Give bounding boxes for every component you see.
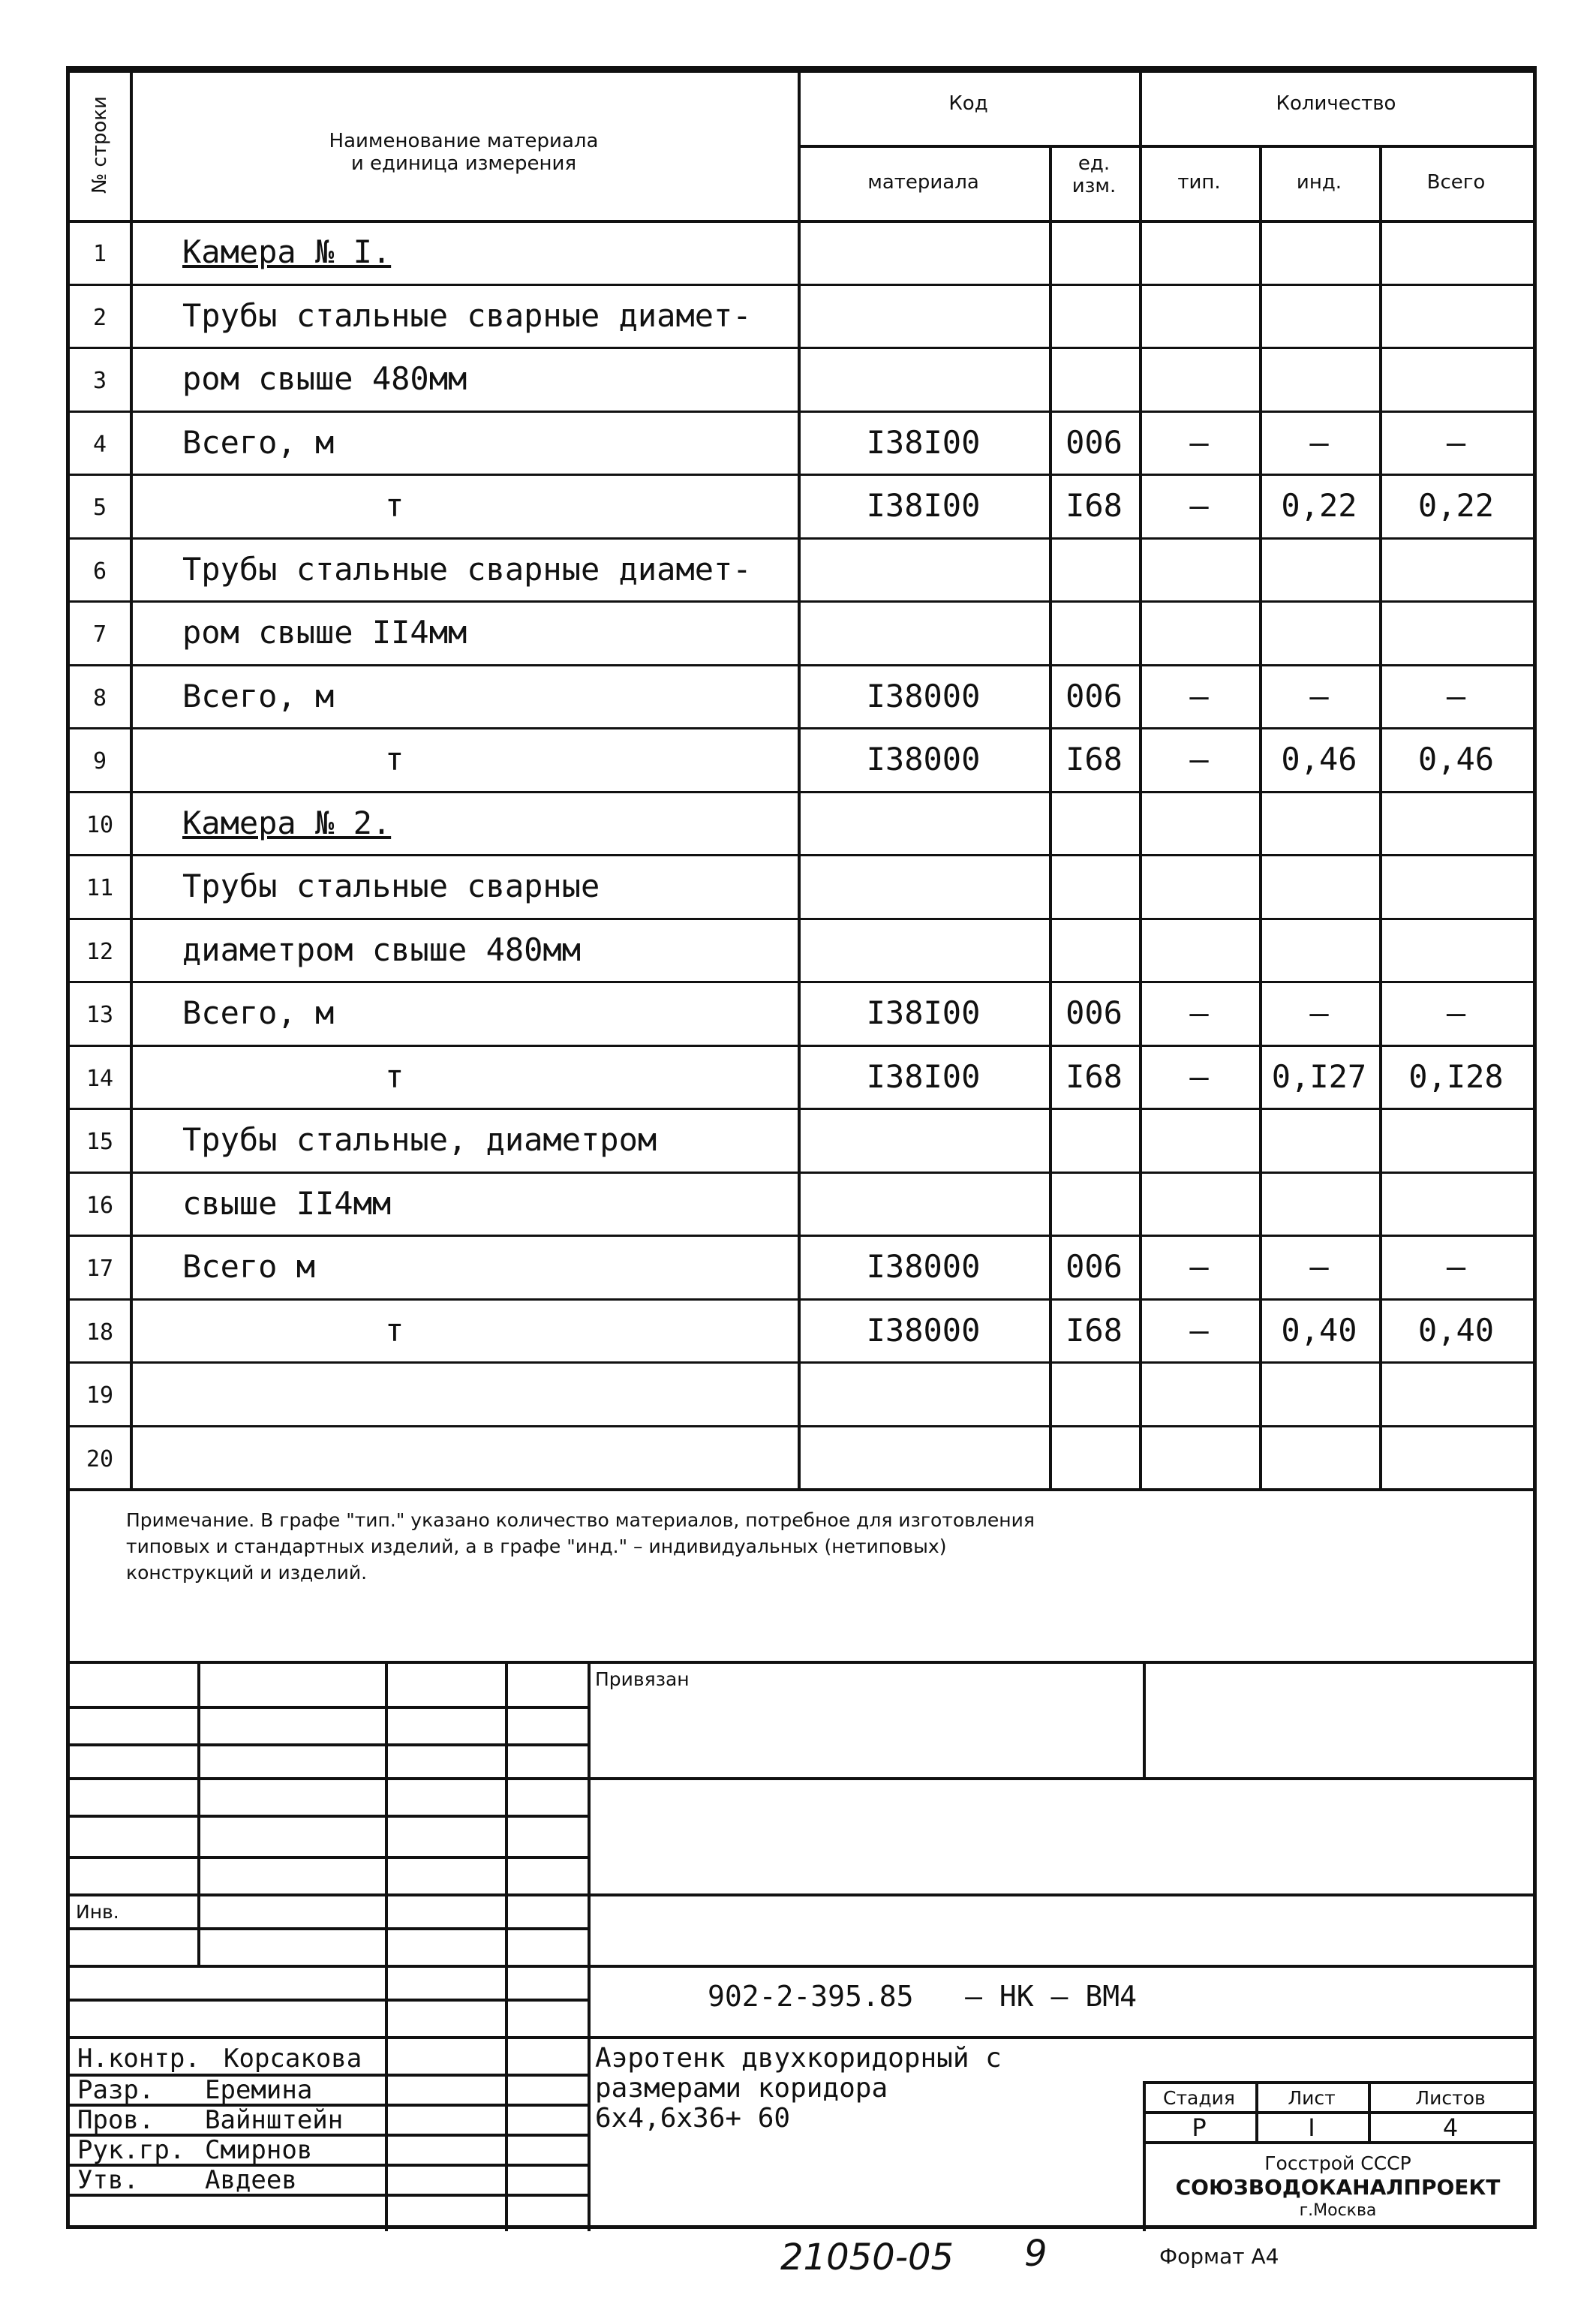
row-number: 10 — [86, 811, 114, 838]
signer-name: Еремина — [205, 2075, 313, 2105]
row-number: 14 — [86, 1065, 114, 1092]
signer-role: Утв. — [77, 2165, 139, 2195]
note-text: Примечание. В графе "тип." указано количество материалов, потребное для изготовления типовых и стандартных изделий, а в графе "инд." – индивидуальных (нетиповых) конструкций и изделий. — [126, 1509, 1035, 1584]
qty-ind: 0,40 — [1281, 1311, 1357, 1349]
qty-typ: – — [1189, 487, 1209, 524]
qty-ind: 0,I27 — [1271, 1057, 1367, 1095]
table-row — [70, 220, 1533, 284]
unit-code: I68 — [1066, 1311, 1123, 1349]
header-material-name: Наименование материала и единица измерения — [329, 130, 599, 175]
header-code-unit: ед. изм. — [1072, 152, 1117, 197]
table-row — [70, 411, 1533, 474]
material-name: Всего, м — [182, 423, 335, 461]
material-name: т — [385, 741, 404, 778]
signer-role: Н.контр. — [77, 2044, 200, 2074]
table-row — [70, 284, 1533, 347]
signer-role: Рук.гр. — [77, 2135, 185, 2165]
row-number: 8 — [92, 684, 107, 711]
row-number: 19 — [86, 1382, 114, 1409]
row-number: 6 — [92, 558, 107, 585]
table-row — [70, 981, 1533, 1045]
header-code-material: материала — [867, 171, 979, 194]
row-number: 20 — [86, 1445, 114, 1472]
table-row — [70, 1425, 1533, 1489]
row-number: 7 — [92, 621, 107, 648]
row-number: 18 — [86, 1319, 114, 1346]
material-code: I38000 — [866, 1248, 981, 1285]
material-name: Трубы стальные сварные — [182, 868, 600, 904]
sheets-label: Листов — [1415, 2087, 1486, 2109]
material-code: I38000 — [866, 677, 981, 714]
table-row — [70, 1298, 1533, 1362]
table-row — [70, 791, 1533, 855]
unit-code: I68 — [1066, 487, 1123, 524]
unit-code: I68 — [1066, 1057, 1123, 1095]
page-number: 9 — [1024, 2233, 1047, 2275]
material-name: Камера № 2. — [182, 804, 392, 841]
table-row — [70, 1108, 1533, 1172]
format-label: Формат А4 — [1159, 2244, 1279, 2269]
stage-label: Стадия — [1163, 2087, 1235, 2109]
connection-label: Привязан — [595, 1668, 690, 1690]
header-code: Код — [948, 92, 988, 115]
drawing-sheet — [66, 66, 1537, 2229]
qty-total: 0,40 — [1417, 1311, 1495, 1349]
table-row — [70, 1235, 1533, 1298]
unit-code: 006 — [1066, 1248, 1123, 1285]
row-number: 11 — [86, 875, 114, 901]
table-row — [70, 664, 1533, 728]
qty-ind: 0,46 — [1281, 741, 1357, 778]
unit-code: I68 — [1066, 741, 1123, 778]
material-code: I38000 — [866, 741, 981, 778]
header-quantity: Количество — [1276, 92, 1396, 115]
material-name: ром свыше 480мм — [182, 360, 467, 397]
archive-stamp: 21050-05 — [780, 2236, 954, 2278]
table-row — [70, 1045, 1533, 1108]
header-row-number: № строки — [89, 96, 111, 194]
signer-role: Разр. — [77, 2075, 155, 2105]
table-row — [70, 1172, 1533, 1235]
qty-total: 0,22 — [1417, 487, 1495, 524]
material-name: Всего, м — [182, 677, 335, 714]
material-name: диаметром свыше 480мм — [182, 931, 582, 968]
table-row — [70, 918, 1533, 982]
row-number: 5 — [92, 495, 107, 521]
qty-total: – — [1446, 423, 1466, 461]
signer-name: Корсакова — [224, 2044, 362, 2074]
signer-name: Авдеев — [205, 2165, 297, 2195]
material-name: т — [385, 1057, 404, 1095]
table-row — [70, 600, 1533, 664]
table-row — [70, 537, 1533, 601]
unit-code: 006 — [1066, 994, 1123, 1031]
sheet-label: Лист — [1288, 2087, 1336, 2109]
signer-role: Пров. — [77, 2105, 155, 2135]
stage-value: Р — [1192, 2113, 1207, 2142]
table-row — [70, 347, 1533, 411]
qty-typ: – — [1189, 423, 1209, 461]
org-line-2: СОЮЗВОДОКАНАЛПРОЕКТ — [1175, 2175, 1501, 2200]
unit-code: 006 — [1066, 677, 1123, 714]
unit-code: 006 — [1066, 423, 1123, 461]
table-row — [70, 854, 1533, 918]
qty-total: 0,I28 — [1408, 1057, 1504, 1095]
row-number: 2 — [92, 304, 107, 331]
material-name: т — [385, 487, 404, 524]
qty-typ: – — [1189, 1057, 1209, 1095]
material-code: I38000 — [866, 1311, 981, 1349]
material-code: I38I00 — [866, 1057, 981, 1095]
org-line-3: г.Москва — [1299, 2201, 1377, 2220]
row-number: 9 — [92, 748, 107, 775]
qty-ind: – — [1309, 994, 1329, 1031]
row-number: 3 — [92, 368, 107, 394]
header-qty-typ: тип. — [1177, 171, 1221, 194]
qty-total: – — [1446, 994, 1466, 1031]
qty-typ: – — [1189, 1248, 1209, 1285]
qty-ind: – — [1309, 677, 1329, 714]
material-name: Всего м — [182, 1248, 316, 1285]
row-number: 4 — [92, 431, 107, 458]
material-name: Трубы стальные сварные диамет- — [182, 550, 752, 588]
signer-name: Смирнов — [205, 2135, 313, 2165]
material-name: свыше II4мм — [182, 1184, 392, 1222]
qty-ind: 0,22 — [1281, 487, 1357, 524]
qty-ind: – — [1309, 423, 1329, 461]
row-number: 12 — [86, 938, 114, 965]
sheets-value: 4 — [1442, 2113, 1459, 2142]
material-code: I38I00 — [866, 487, 981, 524]
material-code: I38I00 — [866, 423, 981, 461]
sheet-value: I — [1308, 2113, 1315, 2142]
qty-typ: – — [1189, 994, 1209, 1031]
document-code: 902-2-395.85 – НК – ВМ4 — [708, 1980, 1137, 2013]
material-name: Всего, м — [182, 994, 335, 1031]
qty-typ: – — [1189, 677, 1209, 714]
qty-typ: – — [1189, 1311, 1209, 1349]
qty-total: – — [1446, 1248, 1466, 1285]
row-number: 1 — [92, 241, 107, 267]
row-number: 16 — [86, 1192, 114, 1219]
material-name: Камера № I. — [182, 233, 392, 270]
table-row — [70, 727, 1533, 791]
org-line-1: Госстрой СССР — [1264, 2152, 1411, 2174]
row-number: 15 — [86, 1129, 114, 1155]
qty-total: 0,46 — [1417, 741, 1495, 778]
header-qty-total: Всего — [1426, 171, 1486, 194]
document-title: Аэротенк двухкоридорный с размерами коридора 6х4,6х36+ 60 — [595, 2043, 1002, 2134]
table-row — [70, 1361, 1533, 1425]
inv-label: Инв. — [76, 1901, 119, 1923]
header-qty-ind: инд. — [1296, 171, 1342, 194]
qty-typ: – — [1189, 741, 1209, 778]
material-name: ром свыше II4мм — [182, 614, 467, 651]
row-number: 17 — [86, 1256, 114, 1282]
qty-ind: – — [1309, 1248, 1329, 1285]
signer-name: Вайнштейн — [205, 2105, 344, 2135]
material-name: Трубы стальные сварные диамет- — [182, 296, 752, 334]
material-name: т — [385, 1311, 404, 1349]
row-number: 13 — [86, 1002, 114, 1028]
qty-total: – — [1446, 677, 1466, 714]
material-code: I38I00 — [866, 994, 981, 1031]
material-name: Трубы стальные, диаметром — [182, 1121, 657, 1158]
table-row — [70, 474, 1533, 537]
